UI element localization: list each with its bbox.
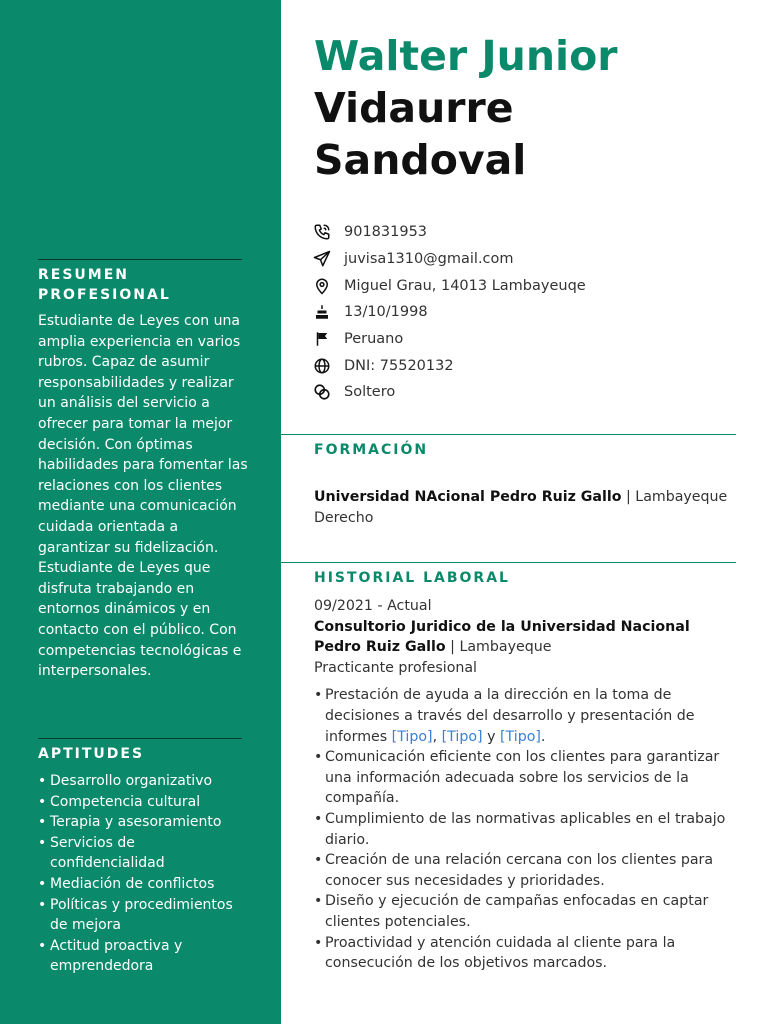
- summary-text: [38, 311, 250, 682]
- last-name-1: Vidaurre: [314, 84, 514, 132]
- duty-item: • Cumplimiento de las normativas aplicables en el trabajo diario.: [314, 809, 739, 850]
- duty-item: • Diseño y ejecución de campañas enfocadas en captar clientes potenciales.: [314, 891, 739, 932]
- duty-conjunction: y: [482, 728, 500, 745]
- duty-text: Prestación de ayuda a la dirección en la toma de decisiones a través del desarrollo y presentación de informes: [325, 687, 695, 745]
- contact-nationality: [312, 326, 586, 353]
- contact-dni: [312, 352, 586, 379]
- contact-phone: [312, 219, 586, 246]
- full-name: [314, 30, 617, 186]
- summary-paragraph-1: Estudiante de Leyes con una amplia experiencia en varios rubros. Capaz de asumir responsabilidades y realizar un análisis del servicio a ofrecer para tomar la mejor decisión. Con óptimas habilidades para fomentar las relaciones con los clientes mediante una comunicación cuidada orientada a garantizar su fidelización.: [38, 313, 248, 556]
- duty-item: • Proactividad y atención cuidada al cliente para la consecución de los objetivos marcados.: [314, 933, 739, 974]
- duties-list: [314, 685, 739, 973]
- contact-list: [312, 219, 586, 406]
- work-employer: Consultorio Juridico de la Universidad Nacional Pedro Ruiz Gallo: [314, 618, 690, 656]
- work-employer-line: [314, 617, 739, 658]
- duty-item: • Comunicación eficiente con los clientes para garantizar una información adecuada sobre los servicios de la compañía.: [314, 747, 739, 809]
- marital-status-text: Soltero: [344, 384, 396, 401]
- skill-item: • Servicios de confidencialidad: [38, 833, 253, 874]
- globe-icon: [312, 356, 332, 376]
- dni-text: DNI: 75520132: [344, 357, 454, 374]
- email-text[interactable]: juvisa1310@gmail.com: [344, 251, 514, 268]
- placeholder-link[interactable]: [Tipo]: [499, 728, 541, 745]
- contact-email: [312, 246, 586, 273]
- location-pin-icon: [312, 276, 332, 296]
- contact-address: [312, 272, 586, 299]
- work-heading: HISTORIAL LABORAL: [314, 570, 510, 586]
- birthdate-text: 13/10/1998: [344, 304, 428, 321]
- placeholder-link[interactable]: [Tipo]: [391, 728, 433, 745]
- education-line: [314, 487, 734, 508]
- summary-paragraph-2: Estudiante de Leyes que disfruta trabajando en entornos dinámicos y en contacto con el público. Con competencias tecnológicas e interpersonales.: [38, 560, 242, 680]
- skills-list: [38, 771, 253, 977]
- nationality-text: Peruano: [344, 331, 404, 348]
- education-degree: Derecho: [314, 510, 374, 526]
- work-role: Practicante profesional: [314, 659, 477, 676]
- education-separator: |: [621, 489, 636, 505]
- education-divider: [281, 434, 736, 435]
- skill-item: • Competencia cultural: [38, 792, 253, 813]
- summary-heading-line2: PROFESIONAL: [38, 287, 171, 303]
- work-location: Lambayeque: [459, 639, 552, 656]
- work-separator: |: [445, 639, 460, 656]
- duty-comma: ,: [432, 728, 442, 745]
- skill-item: • Políticas y procedimientos de mejora: [38, 895, 253, 936]
- skill-item: • Desarrollo organizativo: [38, 771, 253, 792]
- address-text: Miguel Grau, 14013 Lambayeuqe: [344, 277, 586, 294]
- education-heading: FORMACIÓN: [314, 442, 429, 458]
- send-icon: [312, 249, 332, 269]
- first-name: Walter Junior: [314, 32, 618, 80]
- link-rings-icon: [312, 382, 332, 402]
- placeholder-link[interactable]: [Tipo]: [441, 728, 483, 745]
- skill-item: • Actitud proactiva y emprendedora: [38, 936, 253, 977]
- skill-item: • Terapia y asesoramiento: [38, 812, 253, 833]
- duty-item: [314, 685, 739, 747]
- flag-icon: [312, 329, 332, 349]
- main-content: [281, 0, 768, 1024]
- summary-divider: [38, 259, 242, 260]
- phone-icon: [312, 222, 332, 242]
- sidebar: [0, 0, 281, 1024]
- contact-birthdate: [312, 299, 586, 326]
- skill-item: • Mediación de conflictos: [38, 874, 253, 895]
- duty-period: .: [540, 728, 546, 745]
- work-entry: [314, 596, 739, 974]
- summary-heading-line1: RESUMEN: [38, 267, 130, 283]
- duty-item: • Creación de una relación cercana con los clientes para conocer sus necesidades y prioridades.: [314, 850, 739, 891]
- education-entry: [314, 487, 734, 529]
- summary-heading: [38, 265, 248, 305]
- birthday-cake-icon: [312, 302, 332, 322]
- education-location: Lambayeque: [635, 489, 728, 505]
- work-period: 09/2021 - Actual: [314, 598, 432, 614]
- education-institution: Universidad NAcional Pedro Ruiz Gallo: [314, 489, 622, 505]
- last-name-2: Sandoval: [314, 136, 527, 184]
- skills-divider: [38, 738, 242, 739]
- phone-text: 901831953: [344, 224, 428, 241]
- contact-marital-status: [312, 379, 586, 406]
- skills-heading: APTITUDES: [38, 746, 145, 762]
- work-divider: [281, 562, 736, 563]
